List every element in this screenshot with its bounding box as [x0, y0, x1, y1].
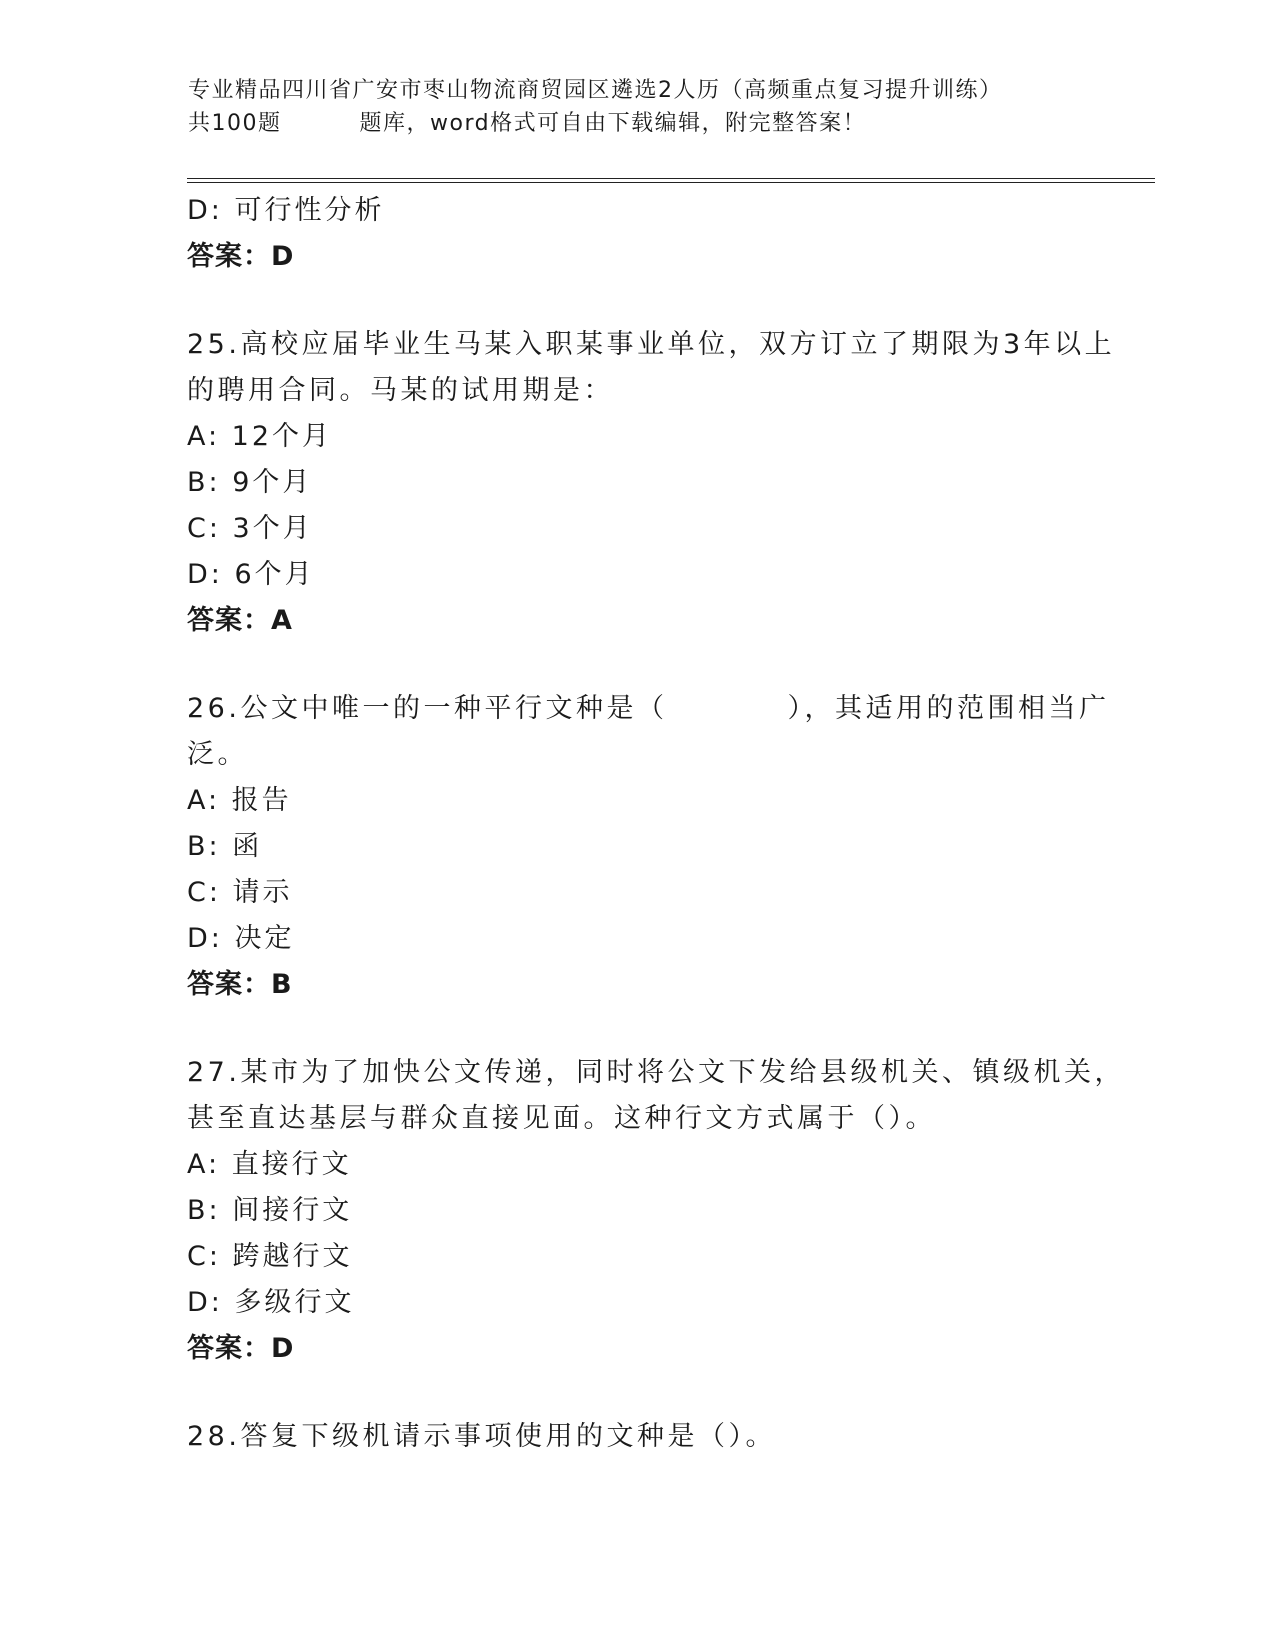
- question-block-27: [187, 1050, 1125, 1372]
- option-c: C: 跨越行文: [187, 1241, 353, 1272]
- option-a: A: 报告: [187, 785, 292, 816]
- question-block-28: [187, 1414, 1087, 1460]
- question-block-26: [187, 686, 1110, 1008]
- header-description: 题库，word格式可自由下载编辑，附完整答案！: [359, 111, 867, 136]
- header-title: 专业精品四川省广安市枣山物流商贸园区遴选2人历（高频重点复习提升训练）: [188, 78, 1003, 103]
- header-divider-bottom: [187, 182, 1155, 183]
- option-b: B: 9个月: [187, 467, 313, 498]
- question-block-25: [187, 322, 1116, 644]
- option-d: D: 多级行文: [187, 1287, 355, 1318]
- question-text: [187, 322, 1116, 414]
- option-d: D: 决定: [187, 923, 295, 954]
- question-text-line: 25.高校应届毕业生马某入职某事业单位，双方订立了期限为3年以上: [187, 329, 1116, 360]
- answer-label: 答案：D: [187, 241, 295, 272]
- header-count: 共100题: [188, 111, 282, 136]
- question-text-line: 27.某市为了加快公文传递，同时将公文下发给县级机关、镇级机关，: [187, 1057, 1125, 1088]
- question-text-line: 28.答复下级机请示事项使用的文种是（）。: [187, 1421, 776, 1452]
- question-text-line: [187, 686, 1110, 732]
- option-b: B: 函: [187, 831, 263, 862]
- question-text: [187, 1414, 1087, 1460]
- header-divider-top: [187, 178, 1155, 179]
- document-header: [188, 74, 1088, 140]
- option-d: D: 可行性分析: [187, 195, 385, 226]
- question-text: [187, 686, 1110, 778]
- option-c: C: 3个月: [187, 513, 313, 544]
- question-text-part: 26.公文中唯一的一种平行文种是（: [187, 693, 668, 724]
- header-subtitle: [188, 107, 1088, 140]
- option-b: B: 间接行文: [187, 1195, 353, 1226]
- option-d: D: 6个月: [187, 559, 315, 590]
- option-a: A: 12个月: [187, 421, 333, 452]
- answer-label: 答案：B: [187, 969, 293, 1000]
- question-text-part: ），其适用的范围相当广: [787, 693, 1110, 724]
- question-list: [187, 188, 1125, 1460]
- option-a: A: 直接行文: [187, 1149, 352, 1180]
- question-text-line: 甚至直达基层与群众直接见面。这种行文方式属于（）。: [187, 1103, 936, 1134]
- question-text-line: 的聘用合同。马某的试用期是：: [187, 375, 614, 406]
- answer-label: 答案：D: [187, 1333, 295, 1364]
- question-block-previous: [187, 188, 1087, 280]
- answer-label: 答案：A: [187, 605, 293, 636]
- question-text-line: 泛。: [187, 739, 248, 770]
- option-c: C: 请示: [187, 877, 293, 908]
- question-text: [187, 1050, 1125, 1142]
